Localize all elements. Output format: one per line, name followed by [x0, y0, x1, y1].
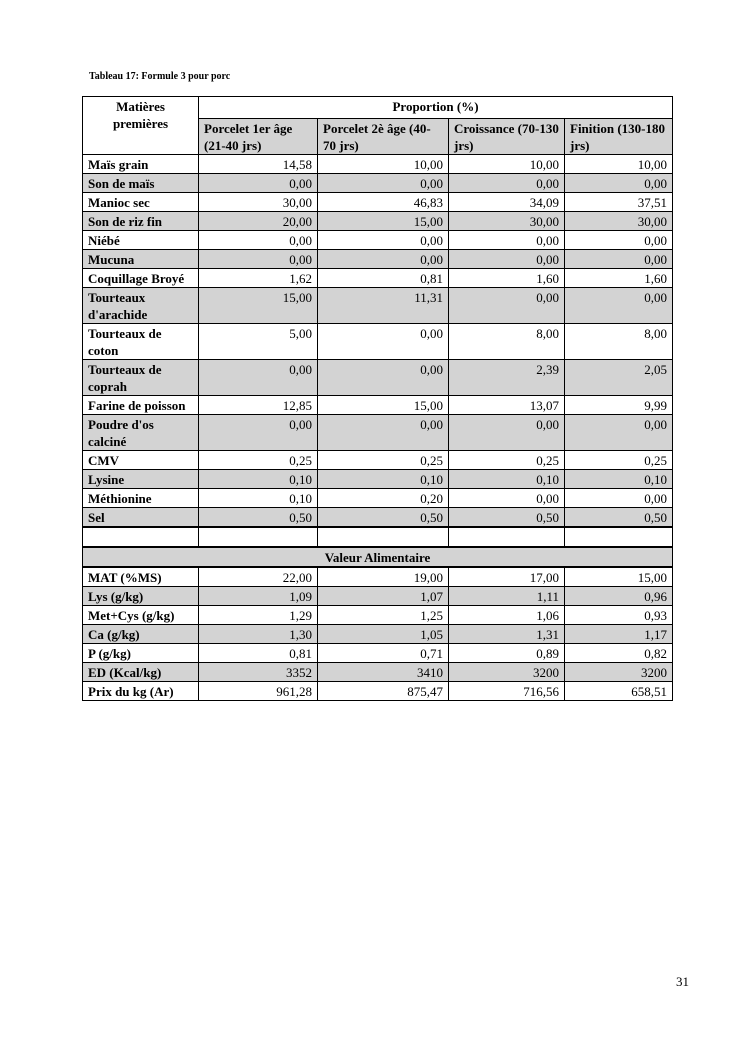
table-row — [83, 470, 673, 489]
value-cell: 30,00 — [565, 212, 673, 231]
row-label: Poudre d'os calciné — [83, 415, 199, 451]
value-cell: 0,00 — [199, 360, 318, 396]
value-cell: 1,30 — [199, 625, 318, 644]
value-cell: 0,96 — [565, 587, 673, 606]
table-row — [83, 489, 673, 508]
value-cell: 13,07 — [449, 396, 565, 415]
value-cell: 0,00 — [318, 231, 449, 250]
value-cell: 0,25 — [449, 451, 565, 470]
row-label: Met+Cys (g/kg) — [83, 606, 199, 625]
value-cell: 0,81 — [199, 644, 318, 663]
value-cell: 17,00 — [449, 567, 565, 587]
value-cell: 0,00 — [565, 250, 673, 269]
table-row — [83, 625, 673, 644]
table-row — [83, 324, 673, 360]
empty-cell — [318, 527, 449, 547]
row-label: Coquillage Broyé — [83, 269, 199, 288]
value-cell: 2,05 — [565, 360, 673, 396]
value-cell: 0,00 — [199, 174, 318, 193]
value-cell: 0,00 — [318, 324, 449, 360]
value-cell: 10,00 — [318, 155, 449, 174]
table-row — [83, 508, 673, 528]
value-cell: 1,62 — [199, 269, 318, 288]
value-cell: 3410 — [318, 663, 449, 682]
row-header-title: Matières premières — [83, 97, 199, 155]
row-label: Prix du kg (Ar) — [83, 682, 199, 701]
value-cell: 0,00 — [449, 174, 565, 193]
value-cell: 15,00 — [318, 396, 449, 415]
value-cell: 0,00 — [565, 231, 673, 250]
value-cell: 0,10 — [449, 470, 565, 489]
value-cell: 46,83 — [318, 193, 449, 212]
value-cell: 1,09 — [199, 587, 318, 606]
table-row — [83, 288, 673, 324]
row-label: Tourteaux d'arachide — [83, 288, 199, 324]
table-row — [83, 415, 673, 451]
value-cell: 0,00 — [449, 489, 565, 508]
value-cell: 3352 — [199, 663, 318, 682]
value-cell: 1,11 — [449, 587, 565, 606]
table-row — [83, 587, 673, 606]
value-cell: 0,89 — [449, 644, 565, 663]
value-cell: 0,00 — [449, 231, 565, 250]
value-cell: 0,50 — [565, 508, 673, 528]
value-cell: 0,00 — [318, 174, 449, 193]
empty-cell — [565, 527, 673, 547]
value-cell: 0,10 — [565, 470, 673, 489]
table-caption: Tableau 17: Formule 3 pour porc — [89, 71, 231, 82]
stage-header: Finition (130-180 jrs) — [565, 119, 673, 155]
row-label: Son de maïs — [83, 174, 199, 193]
value-cell: 0,25 — [565, 451, 673, 470]
value-cell: 30,00 — [199, 193, 318, 212]
table-row — [83, 360, 673, 396]
value-cell: 716,56 — [449, 682, 565, 701]
row-label: Niébé — [83, 231, 199, 250]
row-label: ED (Kcal/kg) — [83, 663, 199, 682]
value-cell: 0,00 — [449, 250, 565, 269]
value-cell: 15,00 — [199, 288, 318, 324]
formula-table — [82, 96, 673, 701]
row-label: Méthionine — [83, 489, 199, 508]
value-cell: 3200 — [565, 663, 673, 682]
value-cell: 0,10 — [318, 470, 449, 489]
empty-cell — [83, 527, 199, 547]
value-cell: 0,50 — [318, 508, 449, 528]
empty-cell — [199, 527, 318, 547]
row-label: Tourteaux de coton — [83, 324, 199, 360]
row-label: Lysine — [83, 470, 199, 489]
table-row — [83, 193, 673, 212]
value-cell: 1,60 — [449, 269, 565, 288]
value-cell: 0,00 — [318, 415, 449, 451]
ingredient-rows — [83, 155, 673, 528]
row-label: Manioc sec — [83, 193, 199, 212]
value-cell: 0,00 — [449, 415, 565, 451]
empty-row — [83, 527, 673, 547]
table-row — [83, 269, 673, 288]
page-number: 31 — [676, 974, 689, 989]
value-cell: 0,00 — [199, 231, 318, 250]
value-cell: 0,25 — [318, 451, 449, 470]
value-cell: 34,09 — [449, 193, 565, 212]
row-label: CMV — [83, 451, 199, 470]
table-row — [83, 663, 673, 682]
value-cell: 14,58 — [199, 155, 318, 174]
table-row — [83, 174, 673, 193]
value-cell: 0,81 — [318, 269, 449, 288]
value-cell: 3200 — [449, 663, 565, 682]
nutrition-header-row — [83, 547, 673, 567]
value-cell: 1,06 — [449, 606, 565, 625]
nutrition-rows — [83, 567, 673, 701]
value-cell: 1,29 — [199, 606, 318, 625]
value-cell: 19,00 — [318, 567, 449, 587]
value-cell: 1,31 — [449, 625, 565, 644]
value-cell: 9,99 — [565, 396, 673, 415]
value-cell: 0,00 — [318, 250, 449, 269]
value-cell: 0,00 — [565, 489, 673, 508]
row-label: P (g/kg) — [83, 644, 199, 663]
value-cell: 5,00 — [199, 324, 318, 360]
value-cell: 0,00 — [565, 415, 673, 451]
value-cell: 0,20 — [318, 489, 449, 508]
value-cell: 0,00 — [199, 415, 318, 451]
value-cell: 1,17 — [565, 625, 673, 644]
value-cell: 10,00 — [565, 155, 673, 174]
row-label: Ca (g/kg) — [83, 625, 199, 644]
value-cell: 1,25 — [318, 606, 449, 625]
spacer-section — [83, 527, 673, 567]
value-cell: 8,00 — [449, 324, 565, 360]
value-cell: 0,00 — [199, 250, 318, 269]
row-label: Son de riz fin — [83, 212, 199, 231]
value-cell: 0,50 — [449, 508, 565, 528]
value-cell: 2,39 — [449, 360, 565, 396]
value-cell: 1,60 — [565, 269, 673, 288]
value-cell: 15,00 — [565, 567, 673, 587]
empty-cell — [449, 527, 565, 547]
value-cell: 0,50 — [199, 508, 318, 528]
stage-header: Croissance (70-130 jrs) — [449, 119, 565, 155]
value-cell: 0,00 — [449, 288, 565, 324]
table-row — [83, 250, 673, 269]
value-cell: 11,31 — [318, 288, 449, 324]
table-row — [83, 396, 673, 415]
table-row — [83, 567, 673, 587]
row-label: Mucuna — [83, 250, 199, 269]
proportion-header: Proportion (%) — [199, 97, 673, 119]
stage-header: Porcelet 1er âge (21-40 jrs) — [199, 119, 318, 155]
value-cell: 8,00 — [565, 324, 673, 360]
value-cell: 12,85 — [199, 396, 318, 415]
table-row — [83, 682, 673, 701]
value-cell: 0,00 — [318, 360, 449, 396]
table-row — [83, 155, 673, 174]
row-label: Lys (g/kg) — [83, 587, 199, 606]
value-cell: 658,51 — [565, 682, 673, 701]
table-row — [83, 212, 673, 231]
value-cell: 1,05 — [318, 625, 449, 644]
value-cell: 15,00 — [318, 212, 449, 231]
value-cell: 961,28 — [199, 682, 318, 701]
value-cell: 22,00 — [199, 567, 318, 587]
row-label: Sel — [83, 508, 199, 528]
nutrition-header: Valeur Alimentaire — [83, 547, 673, 567]
row-label: Maïs grain — [83, 155, 199, 174]
value-cell: 10,00 — [449, 155, 565, 174]
table-row — [83, 231, 673, 250]
value-cell: 1,07 — [318, 587, 449, 606]
value-cell: 0,10 — [199, 470, 318, 489]
table-row — [83, 606, 673, 625]
value-cell: 0,10 — [199, 489, 318, 508]
stage-header: Porcelet 2è âge (40-70 jrs) — [318, 119, 449, 155]
value-cell: 37,51 — [565, 193, 673, 212]
value-cell: 0,00 — [565, 288, 673, 324]
value-cell: 875,47 — [318, 682, 449, 701]
value-cell: 0,82 — [565, 644, 673, 663]
row-label: Tourteaux de coprah — [83, 360, 199, 396]
value-cell: 20,00 — [199, 212, 318, 231]
row-label: Farine de poisson — [83, 396, 199, 415]
value-cell: 0,00 — [565, 174, 673, 193]
row-label: MAT (%MS) — [83, 567, 199, 587]
value-cell: 0,25 — [199, 451, 318, 470]
value-cell: 0,93 — [565, 606, 673, 625]
value-cell: 0,71 — [318, 644, 449, 663]
table-row — [83, 451, 673, 470]
table-row — [83, 644, 673, 663]
value-cell: 30,00 — [449, 212, 565, 231]
